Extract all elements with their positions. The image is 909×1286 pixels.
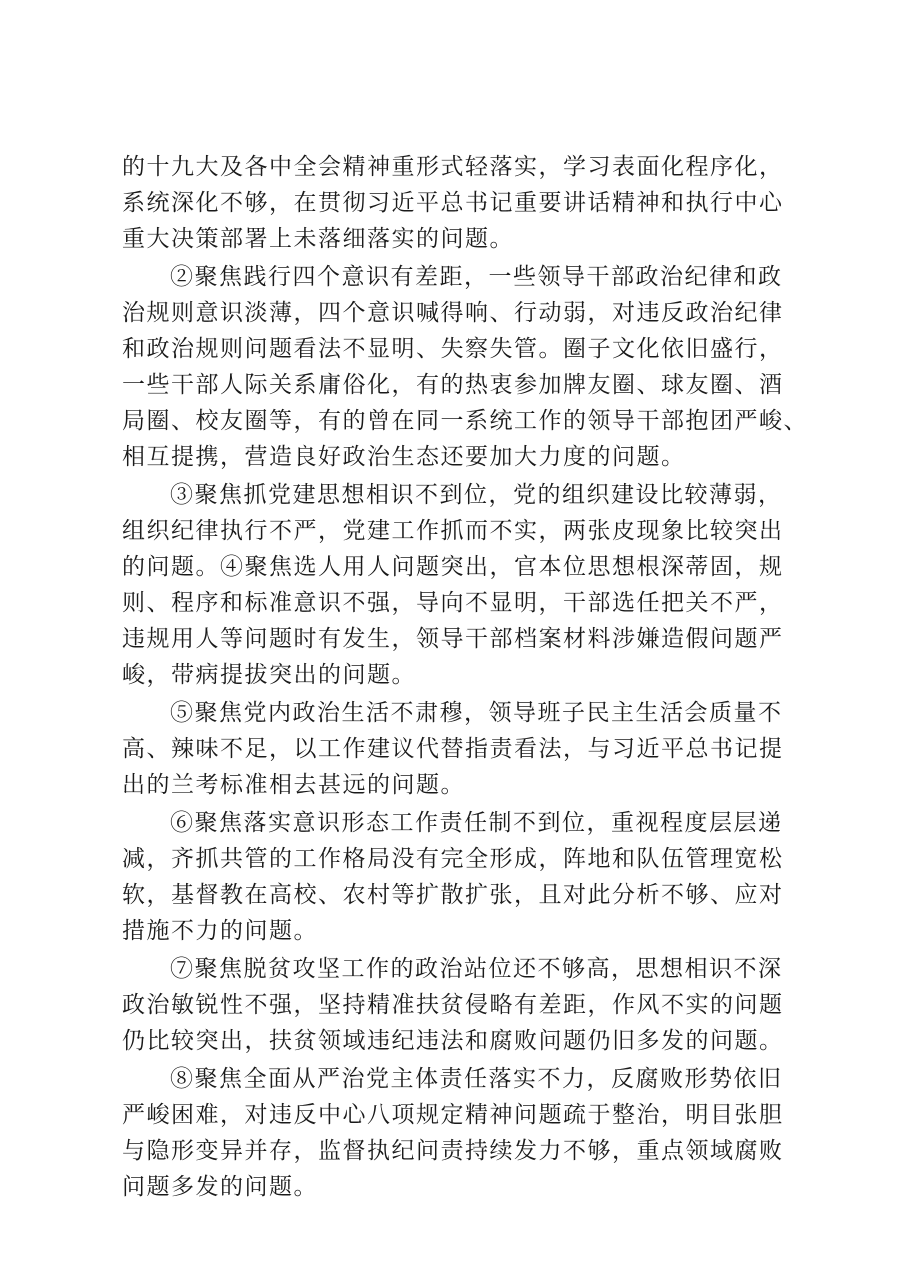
text-line: 与隐形变异并存，监督执纪问责持续发力不够，重点领域腐败 bbox=[122, 1138, 784, 1164]
text-line: ⑦聚焦脱贫攻坚工作的政治站位还不够高，思想相识不深 bbox=[170, 956, 783, 982]
text-line: 减，齐抓共管的工作格局没有完全形成，阵地和队伍管理宽松 bbox=[122, 846, 784, 872]
text-line: 出的兰考标准相去甚远的问题。 bbox=[122, 772, 465, 798]
text-line: 则、程序和标准意识不强，导向不显明，干部选任把关不严， bbox=[122, 590, 784, 616]
text-line: 软，基督教在高校、农村等扩散扩张，且对此分析不够、应对 bbox=[122, 882, 784, 908]
paragraph-6 bbox=[122, 951, 798, 1059]
text-line: ⑧聚焦全面从严治党主体责任落实不力，反腐败形势依旧 bbox=[170, 1066, 783, 1092]
paragraph-4 bbox=[122, 695, 798, 803]
text-line: 和政治规则问题看法不显明、失察失管。圈子文化依旧盛行， bbox=[122, 336, 784, 362]
text-line: 违规用人等问题时有发生，领导干部档案材料涉嫌造假问题严 bbox=[122, 626, 784, 652]
paragraph-1 bbox=[122, 149, 798, 257]
text-line: 一些干部人际关系庸俗化，有的热衷参加牌友圈、球友圈、酒 bbox=[122, 372, 784, 398]
text-line: 治规则意识淡薄，四个意识喊得响、行动弱，对违反政治纪律 bbox=[122, 300, 784, 326]
paragraph-5 bbox=[122, 805, 798, 949]
text-line: 峻，带病提拔突出的问题。 bbox=[122, 662, 416, 688]
paragraph-3 bbox=[122, 477, 798, 693]
text-line: 的问题。④聚焦选人用人问题突出，官本位思想根深蒂固，规 bbox=[122, 554, 784, 580]
text-line: 重大决策部署上未落细落实的问题。 bbox=[122, 226, 514, 252]
text-line: ③聚焦抓党建思想相识不到位，党的组织建设比较薄弱， bbox=[170, 482, 783, 508]
text-line: 系统深化不够，在贯彻习近平总书记重要讲话精神和执行中心 bbox=[122, 190, 784, 216]
document-body bbox=[122, 149, 808, 1205]
text-line: 局圈、校友圈等，有的曾在同一系统工作的领导干部抱团严峻、 bbox=[122, 408, 808, 434]
text-line: 仍比较突出，扶贫领域违纪违法和腐败问题仍旧多发的问题。 bbox=[122, 1028, 784, 1054]
text-line: ⑥聚焦落实意识形态工作责任制不到位，重视程度层层递 bbox=[170, 810, 783, 836]
text-line: 问题多发的问题。 bbox=[122, 1174, 318, 1200]
text-line: 措施不力的问题。 bbox=[122, 918, 318, 944]
text-line: ⑤聚焦党内政治生活不肃穆，领导班子民主生活会质量不 bbox=[170, 700, 783, 726]
text-line: 高、辣味不足，以工作建议代替指责看法，与习近平总书记提 bbox=[122, 736, 784, 762]
text-line: ②聚焦践行四个意识有差距，一些领导干部政治纪律和政 bbox=[170, 264, 783, 290]
text-line: 组织纪律执行不严，党建工作抓而不实，两张皮现象比较突出 bbox=[122, 518, 784, 544]
paragraph-7 bbox=[122, 1061, 798, 1205]
text-line: 的十九大及各中全会精神重形式轻落实，学习表面化程序化， bbox=[122, 154, 784, 180]
text-line: 相互提携，营造良好政治生态还要加大力度的问题。 bbox=[122, 444, 686, 470]
text-line: 政治敏锐性不强，坚持精准扶贫侵略有差距，作风不实的问题 bbox=[122, 992, 784, 1018]
text-line: 严峻困难，对违反中心八项规定精神问题疏于整治，明目张胆 bbox=[122, 1102, 784, 1128]
paragraph-2 bbox=[122, 259, 808, 475]
